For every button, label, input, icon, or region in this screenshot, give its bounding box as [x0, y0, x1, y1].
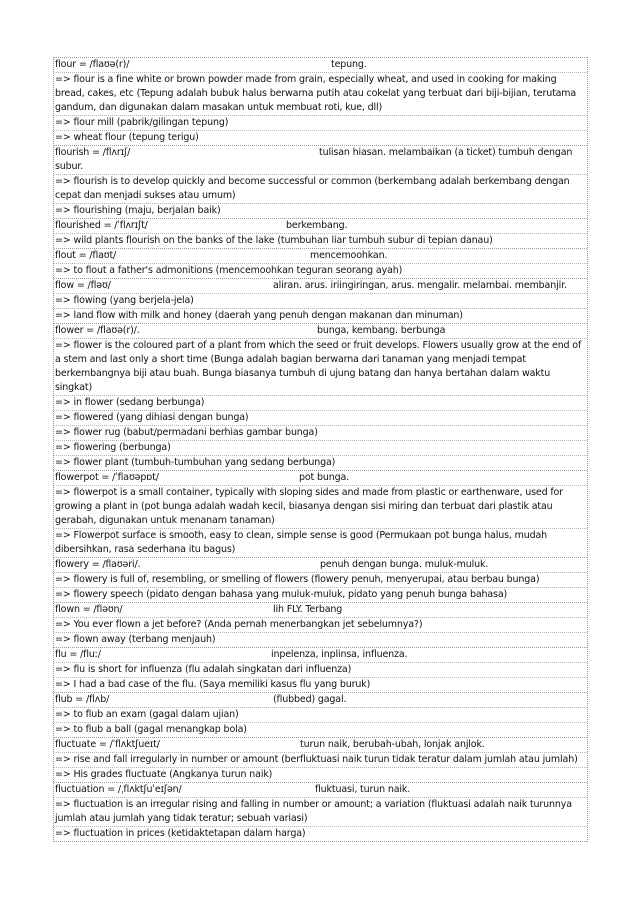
- entry-line: => flower plant (tumbuh-tumbuhan yang sedang berbunga): [54, 455, 587, 470]
- entry-term: flowery = /flaʊəri/.: [55, 559, 141, 570]
- entry-line: => wild plants flourish on the banks of the lake (tumbuhan liar tumbuh subur di tepian danau): [54, 233, 587, 248]
- entry-line: => in flower (sedang berbunga): [54, 395, 587, 410]
- entry-meaning: fluktuasi, turun naik.: [315, 784, 411, 795]
- entry-line: => flu is short for influenza (flu adalah singkatan dari influenza): [54, 662, 587, 677]
- entry-meaning: berkembang.: [286, 220, 348, 231]
- entry-line: => flour mill (pabrik/gilingan tepung): [54, 115, 587, 130]
- entry-line: => flown away (terbang menjauh): [54, 632, 587, 647]
- entry-meaning: lih FLY. Terbang: [273, 604, 343, 615]
- entry-fluctuate: [54, 737, 587, 782]
- entry-line: => flowering (berbunga): [54, 440, 587, 455]
- entry-header: [54, 558, 587, 572]
- entry-term: flourished = /ˈflʌrɪʃt/: [55, 220, 148, 231]
- entry-header: [54, 603, 587, 617]
- entry-term: flour = /flaʊə(r)/: [55, 59, 130, 70]
- entry-line: => flourish is to develop quickly and become successful or common (berkembang adalah berkembang dengan cepat dan menjadi sukses atau umum): [54, 174, 587, 203]
- entry-line: => fluctuation in prices (ketidaktetapan dalam harga): [54, 826, 587, 841]
- entry-header: [54, 279, 587, 293]
- entry-line: => flour is a fine white or brown powder made from grain, especially wheat, and used in cooking for making bread, cakes, etc (Tepung adalah bubuk halus berwarna putih atau cokelat yang terbuat dari biji-bijian, terutama gandum, dan digunakan dalam masakan untuk membuat roti, kue, dll): [54, 72, 587, 115]
- entry-line: => flowered (yang dihiasi dengan bunga): [54, 410, 587, 425]
- entry-meaning: turun naik, berubah-ubah, lonjak anjlok.: [300, 739, 485, 750]
- entry-meaning: bunga, kembang. berbunga: [317, 325, 446, 336]
- entry-header: [54, 324, 587, 338]
- entry-line: => flowing (yang berjela-jela): [54, 293, 587, 308]
- entry-term: flower = /flaʊə(r)/.: [55, 325, 140, 336]
- entry-line: => I had a bad case of the flu. (Saya memiliki kasus flu yang buruk): [54, 677, 587, 692]
- entry-flown: [54, 602, 587, 647]
- entry-meaning: (flubbed) gagal.: [273, 694, 347, 705]
- entry-flower: [54, 323, 587, 470]
- entry-meaning: aliran. arus. iriingiringan, arus. mengalir. melambai. membanjir.: [273, 280, 567, 291]
- entry-term: flow = /fləʊ/: [55, 280, 111, 291]
- entry-meaning: mencemoohkan.: [310, 250, 388, 261]
- entry-header: [54, 648, 587, 662]
- entry-meaning: inpelenza, inplinsa, influenza.: [271, 649, 408, 660]
- entry-header: [54, 58, 587, 72]
- entry-term: flowerpot = /ˈflaʊəpɒt/: [55, 472, 159, 483]
- entry-term: fluctuate = /ˈflʌktʃueɪt/: [55, 739, 160, 750]
- entry-term: flu = /fluː/: [55, 649, 101, 660]
- entry-line: => You ever flown a jet before? (Anda pernah menerbangkan jet sebelumnya?): [54, 617, 587, 632]
- entry-line: => flowery is full of, resembling, or smelling of flowers (flowery penuh, menyerupai, atau berbau bunga): [54, 572, 587, 587]
- entry-meaning: tepung.: [331, 59, 367, 70]
- entry-line: => Flowerpot surface is smooth, easy to clean, simple sense is good (Permukaan pot bunga halus, mudah dibersihkan, rasa sederhana itu bagus): [54, 528, 587, 557]
- entry-term: flub = /flʌb/: [55, 694, 110, 705]
- entry-line: => His grades fluctuate (Angkanya turun naik): [54, 767, 587, 782]
- entry-header: [54, 146, 587, 174]
- entry-line: => flower rug (babut/permadani berhias gambar bunga): [54, 425, 587, 440]
- entry-line: => rise and fall irregularly in number or amount (berfluktuasi naik turun tidak teratur dalam jumlah atau jumlah): [54, 752, 587, 767]
- entry-meaning: penuh dengan bunga. muluk-muluk.: [320, 559, 489, 570]
- entry-line: => land flow with milk and honey (daerah yang penuh dengan makanan dan minuman): [54, 308, 587, 323]
- entry-term: flout = /flaʊt/: [55, 250, 117, 261]
- entry-flout: [54, 248, 587, 278]
- entry-term: flown = /fləʊn/: [55, 604, 123, 615]
- entry-flowery: [54, 557, 587, 602]
- entry-line: => to flout a father's admonitions (mencemoohkan teguran seorang ayah): [54, 263, 587, 278]
- entry-line: => to flub a ball (gagal menangkap bola): [54, 722, 587, 737]
- entry-line: => wheat flour (tepung terigu): [54, 130, 587, 145]
- entry-header: [54, 783, 587, 797]
- entry-header: [54, 219, 587, 233]
- entry-term: fluctuation = /ˌflʌktʃuˈeɪʃən/: [55, 784, 182, 795]
- entry-term: flourish = /flʌrɪʃ/: [55, 147, 131, 158]
- entry-flow: [54, 278, 587, 323]
- entry-meaning: pot bunga.: [299, 472, 350, 483]
- entry-line: => to flub an exam (gagal dalam ujian): [54, 707, 587, 722]
- entry-line: => fluctuation is an irregular rising and falling in number or amount; a variation (fluktuasi adalah naik turunnya jumlah atau jumlah yang tidak teratur; sebuah variasi): [54, 797, 587, 826]
- entry-header: [54, 693, 587, 707]
- entry-fluctuation: [54, 782, 587, 842]
- entry-line: => flowery speech (pidato dengan bahasa yang muluk-muluk, pidato yang penuh bunga bahasa): [54, 587, 587, 602]
- entry-flourish: [54, 145, 587, 218]
- entry-flowerpot: [54, 470, 587, 557]
- entry-line: => flower is the coloured part of a plant from which the seed or fruit develops. Flowers usually grow at the end of a stem and last only a short time (Bunga adalah bagian berwarna dari tanaman yang menjadi tempat berkembangnya biji atau buah. Bunga biasanya tumbuh di ujung batang dan hanya bertahan dalam waktu singkat): [54, 338, 587, 395]
- entry-flub: [54, 692, 587, 737]
- entry-meaning: tulisan hiasan. melambaikan (a ticket) tumbuh dengan subur.: [55, 147, 573, 172]
- entry-flour: [54, 57, 587, 145]
- entry-line: => flowerpot is a small container, typically with sloping sides and made from plastic or earthenware, used for growing a plant in (pot bunga adalah wadah kecil, biasanya dengan sisi miring dan terbuat dari plastik atau gerabah, digunakan untuk menanam tanaman): [54, 485, 587, 528]
- entry-flu: [54, 647, 587, 692]
- entry-flourished: [54, 218, 587, 248]
- entry-header: [54, 249, 587, 263]
- entry-header: [54, 738, 587, 752]
- dictionary-document: [53, 57, 588, 842]
- entry-line: => flourishing (maju, berjalan baik): [54, 203, 587, 218]
- entry-header: [54, 471, 587, 485]
